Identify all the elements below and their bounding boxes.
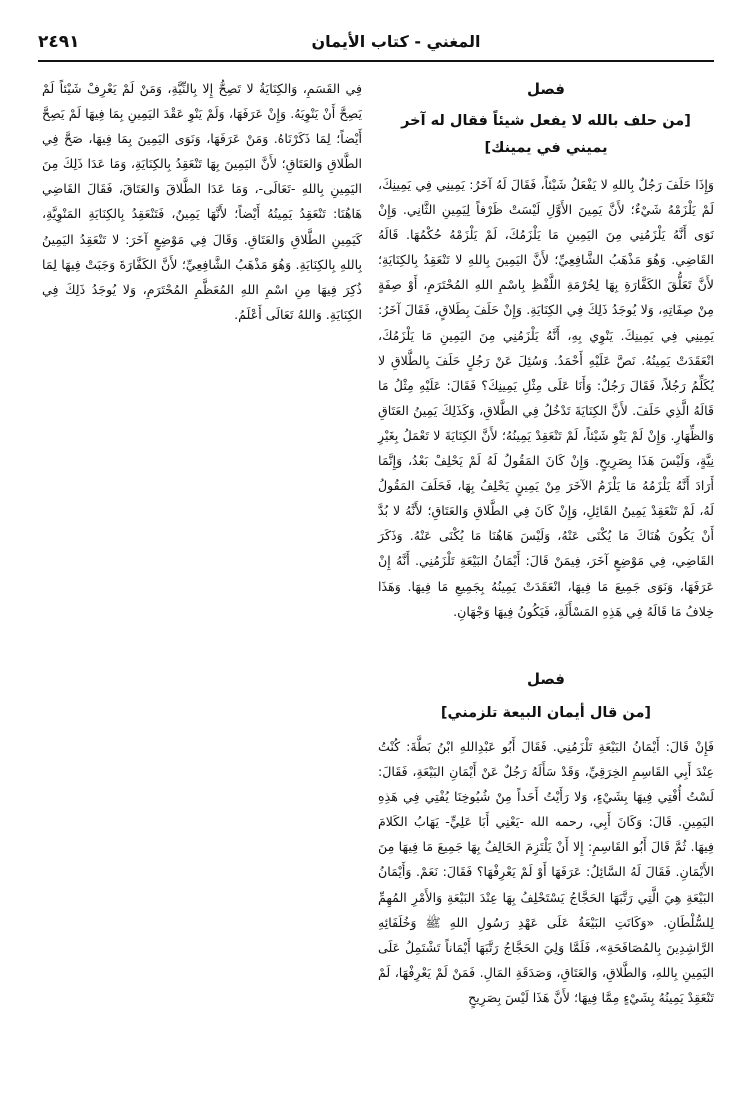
body-paragraph: فَإِنْ قَالَ: أَيْمَانُ البَيْعَةِ تَلْزَمُنِي. فَقَالَ أَبُو عَبْدِاللهِ ابْنُ بَطَّةَ: كُنْتُ عِنْدَ أَبِي القَاسِمِ الخِرَقِيِّ، وَقَدْ سَأَلَهُ رَجُلٌ عَنْ أَيْمَانِ البَيْعَةِ، فَقَالَ: لَسْتُ أُفْتِي فِيهَا بِشَيْءٍ، وَلا رَأَيْتُ أَحَداً مِنْ شُيُوخِنَا يُفْتِي فِي هَذِهِ اليَمِينِ. قَالَ: وَكَانَ أَبِي، رحمه الله -يَعْنِي أَبَا عَلِيٍّ- يَهَابُ الكَلامَ فِيهَا. ثُمَّ قَالَ أَبُو القَاسِمِ: إِلا أَنْ يَلْتَزِمَ الحَالِفُ بِهَا جَمِيعَ مَا فِيهَا مِنَ الأَيْمَانِ. فَقَالَ لَهُ السَّائِلُ: عَرَفَهَا أَوْ لَمْ يَعْرِفْهَا؟ فَقَالَ: نَعَمْ. وَأَيْمَانُ البَيْعَةِ هِيَ الَّتِي رَتَّبَهَا الحَجَّاجُ يَسْتَحْلِفُ بِهَا عِنْدَ البَيْعَةِ وَالأَمْرِ المُهِمِّ لِلسُّلْطَانِ. «وَكَانَتِ البَيْعَةُ عَلَى عَهْدِ رَسُولِ اللهِ ﷺ وَخُلَفَائِهِ الرَّاشِدِينَ بِالمُصَافَحَةِ»، فَلَمَّا وَلِيَ الحَجَّاجُ رَتَّبَهَا أَيْمَاناً تَشْتَمِلُ عَلَى اليَمِينِ بِاللهِ، وَالطَّلاقِ، وَالعَتَاقِ، وَصَدَقَةِ المَالِ. فَمَنْ لَمْ يَعْرِفْهَا، لَمْ تَنْعَقِدْ يَمِينُهُ بِشَيْءٍ مِمَّا فِيهَا؛ لأَنَّ هَذَا لَيْسَ بِصَرِيحٍ	[378, 739, 714, 1005]
section-label: فصل	[527, 670, 565, 688]
body-paragraph: فِي القَسَمِ، وَالكِنَايَةُ لا تَصِحُّ إِلا بِالنِّيَّةِ، وَمَنْ لَمْ يَعْرِفْ شَيْئاً لَمْ يَصِحَّ أَنْ يَنْوِيَهُ. وَإِنْ عَرَفَهَا، وَلَمْ يَنْوِ عَقْدَ اليَمِينِ بِمَا فِيهَا لَمْ يَصِحَّ أَيْضاً؛ لِمَا ذَكَرْنَاهُ. وَمَنْ عَرَفَهَا، وَنَوَى اليَمِينَ بِمَا فِيهَا، صَحَّ فِي الطَّلاقِ وَالعَتَاقِ؛ لأَنَّ اليَمِينَ بِهَا تَنْعَقِدُ بِالكِنَايَةِ، وَمَا عَدَا ذَلِكَ مِنَ اليَمِينِ بِاللهِ -تَعَالَى-، وَمَا عَدَا الطَّلاقَ وَالعَتَاقَ، فَقَالَ القَاضِي هَاهُنَا: تَنْعَقِدُ يَمِينُهُ أَيْضاً؛ لأَنَّهَا يَمِينٌ، فَتَنْعَقِدُ بِالكِنَايَةِ المَنْوِيَّةِ، كَيَمِينِ الطَّلاقِ وَالعَتَاقِ. وَقَالَ فِي مَوْضِعٍ آخَرَ: لا تَنْعَقِدُ اليَمِينُ بِاللهِ بِالكِنَايَةِ. وَهُوَ مَذْهَبُ الشَّافِعِيِّ؛ لأَنَّ الكَفَّارَةَ وَجَبَتْ فِيهَا لِمَا ذُكِرَ فِيهَا مِنِ اسْمِ اللهِ المُعَظَّمِ المُحْتَرَمِ، وَلا يُوجَدُ ذَلِكَ فِي الكِنَايَةِ. وَاللهُ تَعَالَى أَعْلَمُ.	[42, 81, 362, 322]
page-number: ٢٤٩١	[38, 32, 80, 52]
page-header	[38, 30, 714, 62]
section-heading: [من قال أيمان البيعة تلزمني]	[440, 705, 652, 721]
running-title: المغني - كتاب الأيمان	[311, 32, 481, 51]
body-paragraph: وَإِذَا حَلَفَ رَجُلٌ بِاللهِ لا يَفْعَلُ شَيْئاً، فَقَالَ لَهُ آخَرُ: يَمِينِي فِي يَمِينِكَ، لَمْ يَلْزَمْهُ شَيْءٌ؛ لأَنَّ يَمِينَ الأَوَّلِ لَيْسَتْ ظَرْفاً لِيَمِينِ الثَّانِي. وَإِنْ نَوَى أَنَّهُ يَلْزَمُنِي مِنَ اليَمِينِ مَا يَلْزَمُكَ، لَمْ يَلْزَمْهُ حُكْمُهَا. قَالَهُ القَاضِي. وَهُوَ مَذْهَبُ الشَّافِعِيِّ؛ لأَنَّ اليَمِينَ بِاللهِ لا تَنْعَقِدُ بِالكِنَايَةِ؛ لأَنَّ تَعَلُّقَ الكَفَّارَةِ بِهَا لِحُرْمَةِ اللَّفْظِ بِاسْمِ اللهِ المُحْتَرَمِ، أَوْ صِفَةٍ مِنْ صِفَاتِهِ، وَلا يُوجَدُ ذَلِكَ فِي الكِنَايَةِ. وَإِنْ حَلَفَ بِطَلاقٍ، فَقَالَ آخَرُ: يَمِينِي فِي يَمِينِكَ. يَنْوِي بِهِ، أَنَّهُ يَلْزَمُنِي مِنَ اليَمِينِ مَا يَلْزَمُكَ، انْعَقَدَتْ يَمِينُهُ. نَصَّ عَلَيْهِ أَحْمَدُ. وَسُئِلَ عَنْ رَجُلٍ حَلَفَ بِالطَّلاقِ لا يُكَلِّمُ رَجُلاً، فَقَالَ رَجُلٌ: وَأَنَا عَلَى مِثْلِ يَمِينِكَ؟ فَقَالَ: عَلَيْهِ مِثْلُ مَا قَالَهُ الَّذِي حَلَفَ. لأَنَّ الكِنَايَةَ تَدْخُلُ فِي الطَّلاقِ، وَكَذَلِكَ يَمِينُ العَتَاقِ وَالظِّهَارِ. وَإِنْ لَمْ يَنْوِ شَيْئاً، لَمْ تَنْعَقِدْ يَمِينُهُ؛ لأَنَّ الكِنَايَةَ لا تَعْمَلُ بِغَيْرِ نِيَّةٍ، وَلَيْسَ هَذَا بِصَرِيحٍ. وَإِنْ كَانَ المَقُولُ لَهُ لَمْ يَحْلِفْ بَعْدُ، وَإِنَّمَا أَرَادَ أَنَّهُ يَلْزَمُهُ مَا يَلْزَمُ الآخَرَ مِنْ يَمِينٍ يَحْلِفُ بِهَا، فَحَلَفَ المَقُولُ لَهُ، لَمْ تَنْعَقِدْ يَمِينُ القَائِلِ، وَإِنْ كَانَ فِي الطَّلاقِ وَالعَتَاقِ؛ لأَنَّهُ لا بُدَّ أَنْ يَكُونَ هُنَاكَ مَا يُكْنَى عَنْهُ، وَلَيْسَ هَاهُنَا مَا يُكْنَى عَنْهُ. وَذَكَرَ القَاضِي، فِي مَوْضِعٍ آخَرَ، فِيمَنْ قَالَ: أَيْمَانُ البَيْعَةِ تَلْزَمُنِي. أَنَّهُ إِنْ عَرَفَهَا، وَنَوَى جَمِيعَ مَا فِيهَا، انْعَقَدَتْ يَمِينُهُ بِجَمِيعِ مَا فِيهَا. وَهَذَا خِلافُ مَا قَالَهُ فِي هَذِهِ المَسْأَلَةِ، فَيَكُونُ فِيهَا وَجْهَانِ.	[378, 177, 714, 619]
section-label: فصل	[527, 80, 565, 98]
section-heading: [من حلف بالله لا يفعل شيئاً فقال له آخر يميني في يمينك]	[401, 113, 691, 156]
